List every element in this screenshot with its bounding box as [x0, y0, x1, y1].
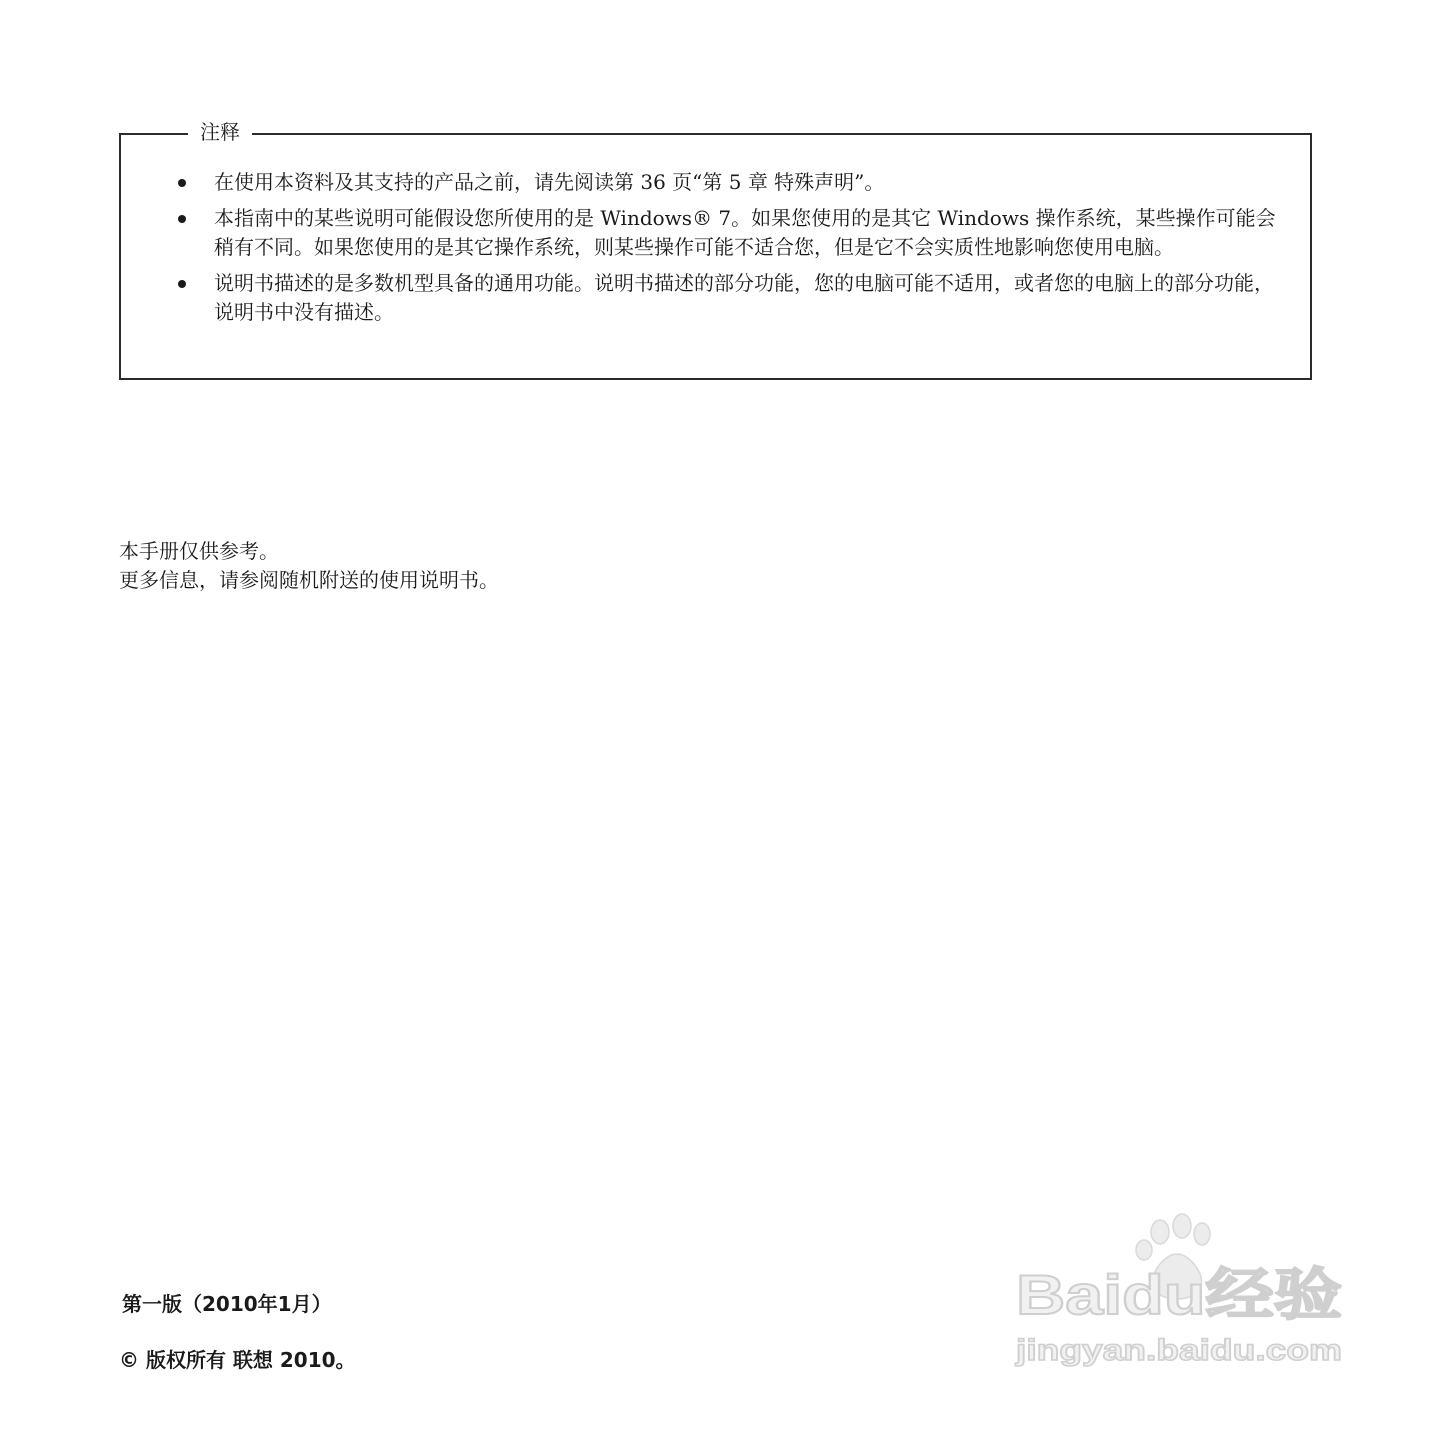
reference-line: 本手册仅供参考。 [119, 539, 279, 563]
reference-line: 更多信息，请参阅随机附送的使用说明书。 [119, 568, 499, 592]
watermark-brand: Baidu经验 [1016, 1263, 1342, 1326]
notice-item [174, 168, 1284, 197]
notice-title: 注释 [188, 118, 252, 146]
bullet-icon [178, 215, 186, 223]
baidu-watermark [1012, 1212, 1348, 1372]
reference-note [119, 537, 499, 595]
edition-info: 第一版（2010年1月） [122, 1292, 332, 1316]
watermark-url: jingyan.baidu.com [1014, 1334, 1342, 1367]
bullet-icon [178, 280, 186, 288]
notice-item-text: 在使用本资料及其支持的产品之前，请先阅读第 36 页“第 5 章 特殊声明”。 [214, 170, 885, 194]
bullet-icon [178, 179, 186, 187]
notice-list [174, 168, 1284, 334]
notice-item-text: 本指南中的某些说明可能假设您所使用的是 Windows® 7。如果您使用的是其它 Windows 操作系统，某些操作可能会稍有不同。如果您使用的是其它操作系统，则某些操作可能不适合您，但是它不会实质性地影响您使用电脑。 [214, 206, 1276, 259]
baidu-paw-icon [1012, 1212, 1348, 1372]
notice-item-text: 说明书描述的是多数机型具备的通用功能。说明书描述的部分功能，您的电脑可能不适用，或者您的电脑上的部分功能，说明书中没有描述。 [214, 271, 1274, 324]
copyright-notice: © 版权所有 联想 2010。 [119, 1348, 356, 1372]
notice-item [174, 269, 1284, 327]
notice-item [174, 204, 1284, 262]
